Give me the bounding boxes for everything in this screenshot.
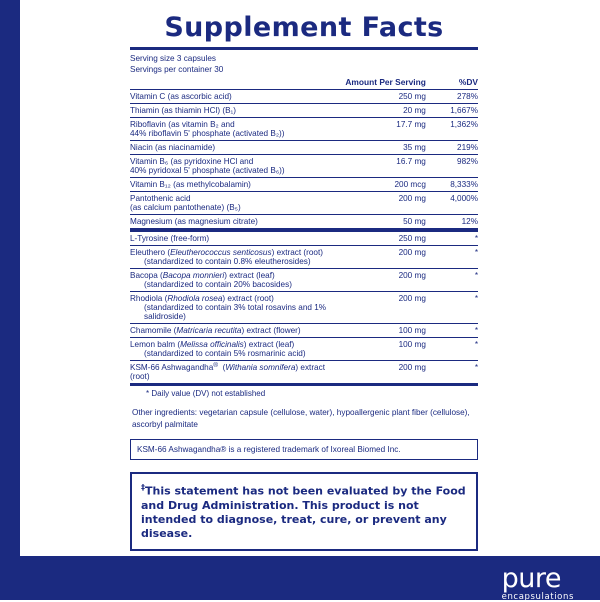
daily-value-note: * Daily value (DV) not established — [146, 389, 266, 398]
table-row — [130, 178, 478, 192]
table-row — [130, 361, 478, 384]
ingredient-dv: * — [426, 338, 478, 361]
ingredient-name-main: Rhodiola (Rhodiola rosea) extract (root) — [130, 294, 274, 303]
ingredient-amount: 250 mg — [345, 231, 426, 246]
table-row — [130, 104, 478, 118]
left-accent-bar — [0, 0, 20, 556]
brand-tagline: encapsulations — [501, 592, 574, 602]
botanical-name: Rhodiola rosea — [167, 294, 223, 303]
nutrient-name-main: Thiamin (as thiamin HCl) (B₁) — [130, 106, 237, 115]
ingredient-dv: * — [426, 246, 478, 269]
ingredient-amount: 100 mg — [345, 338, 426, 361]
nutrient-dv: 8,333% — [426, 178, 478, 192]
nutrient-name — [130, 155, 345, 178]
ingredient-name-main: Eleuthero (Eleutherococcus senticosus) extract (root) — [130, 248, 323, 257]
other-ingredients: Other ingredients: vegetarian capsule (cellulose, water), hypoallergenic plant fiber (cellulose), ascorbyl palmitate — [132, 408, 470, 429]
ingredient-name — [130, 231, 345, 246]
nutrient-dv: 12% — [426, 215, 478, 229]
nutrient-name — [130, 178, 345, 192]
nutrient-name — [130, 141, 345, 155]
servings-per-container: Servings per container 30 — [130, 65, 224, 74]
nutrient-name-main: Pantothenic acid — [130, 194, 191, 203]
page-title: Supplement Facts — [164, 12, 444, 43]
nutrient-name-sub: 40% pyridoxal 5' phosphate (activated B₆)) — [130, 166, 285, 175]
ingredient-name-main: Lemon balm (Melissa officinalis) extract (leaf) — [130, 340, 295, 349]
table-row — [130, 324, 478, 338]
ingredient-name — [130, 338, 345, 361]
ingredient-name — [130, 324, 345, 338]
header-amount: Amount Per Serving — [345, 75, 426, 90]
nutrient-name-main: Magnesium (as magnesium citrate) — [130, 217, 258, 226]
nutrient-name — [130, 104, 345, 118]
title-rule — [130, 47, 478, 50]
ingredient-dv: * — [426, 231, 478, 246]
fda-statement-text: This statement has not been evaluated by the Food and Drug Administration. This product is not intended to diagnose, treat, cure, or prevent any disease. — [141, 484, 466, 540]
ingredient-name — [130, 246, 345, 269]
ingredient-name-main: L-Tyrosine (free-form) — [130, 234, 210, 243]
nutrient-dv: 1,667% — [426, 104, 478, 118]
table-header-row — [130, 75, 478, 90]
table-row — [130, 90, 478, 104]
nutrient-dv: 278% — [426, 90, 478, 104]
ingredient-name — [130, 292, 345, 324]
nutrient-name-main: Riboflavin (as vitamin B₂ and — [130, 120, 235, 129]
trademark-note: KSM-66 Ashwagandha® is a registered trademark of Ixoreal Biomed Inc. — [130, 439, 478, 460]
table-row — [130, 155, 478, 178]
nutrient-name-main: Niacin (as niacinamide) — [130, 143, 216, 152]
ingredient-name-sub: (standardized to contain 3% total rosavins and 1% salidroside) — [144, 303, 327, 321]
header-blank — [130, 75, 345, 90]
ingredient-name-main: Bacopa (Bacopa monnieri) extract (leaf) — [130, 271, 275, 280]
table-row — [130, 338, 478, 361]
facts-panel — [130, 8, 478, 551]
nutrient-name — [130, 215, 345, 229]
ingredient-dv: * — [426, 324, 478, 338]
ingredient-amount: 200 mg — [398, 363, 426, 372]
table-row — [130, 246, 478, 269]
ingredient-name-main: KSM-66 Ashwagandha® (Withania somnifera) extract (root) — [130, 362, 325, 381]
table-row — [130, 192, 478, 215]
fda-statement-dagger: ‡ — [141, 483, 145, 492]
nutrient-name — [130, 90, 345, 104]
ingredient-name-sub: (standardized to contain 5% rosmarinic acid) — [144, 349, 306, 358]
ingredient-name — [130, 269, 345, 292]
nutrient-amount: 50 mg — [345, 215, 426, 229]
nutrient-amount: 200 mg — [345, 192, 426, 215]
ingredient-dv: * — [426, 292, 478, 324]
facts-table — [130, 75, 478, 386]
nutrient-dv: 1,362% — [426, 118, 478, 141]
ingredient-amount: 200 mg — [345, 269, 426, 292]
header-dv: %DV — [426, 75, 478, 90]
ingredient-dv: * — [426, 269, 478, 292]
nutrient-dv: 219% — [426, 141, 478, 155]
nutrient-name-main: Vitamin B₁₂ (as methylcobalamin) — [130, 180, 251, 189]
nutrient-dv: 982% — [426, 155, 478, 178]
nutrient-name — [130, 192, 345, 215]
botanical-name: Matricaria recutita — [176, 326, 242, 335]
ingredient-name-sub: (standardized to contain 20% bacosides) — [144, 280, 292, 289]
facts-table-body — [130, 75, 478, 385]
fda-statement — [130, 472, 478, 551]
nutrient-name-sub: 44% riboflavin 5' phosphate (activated B₂)) — [130, 129, 285, 138]
ingredient-amount: 200 mg — [345, 246, 426, 269]
ingredient-name-sub: (standardized to contain 0.8% eleutherosides) — [144, 257, 311, 266]
nutrient-dv: 4,000% — [426, 192, 478, 215]
botanical-name: Withania somnifera — [225, 363, 296, 372]
ingredient-amount: 200 mg — [345, 292, 426, 324]
ingredient-name-main: Chamomile (Matricaria recutita) extract (flower) — [130, 326, 301, 335]
nutrient-amount: 250 mg — [345, 90, 426, 104]
ingredient-name — [130, 361, 345, 384]
nutrient-amount: 200 mcg — [345, 178, 426, 192]
table-row — [130, 215, 478, 229]
table-row — [130, 231, 478, 246]
serving-size: Serving size 3 capsules — [130, 54, 217, 63]
ingredient-dv: * — [474, 363, 478, 372]
nutrient-name-main: Vitamin B₆ (as pyridoxine HCl and — [130, 157, 254, 166]
table-row — [130, 292, 478, 324]
botanical-name: Eleutherococcus senticosus — [170, 248, 272, 257]
table-bottom-divider — [130, 383, 478, 385]
table-row — [130, 118, 478, 141]
nutrient-amount: 17.7 mg — [345, 118, 426, 141]
nutrient-name-main: Vitamin C (as ascorbic acid) — [130, 92, 232, 101]
table-row — [130, 269, 478, 292]
nutrient-name-sub: (as calcium pantothenate) (B₅) — [130, 203, 241, 212]
botanical-name: Bacopa monnieri — [162, 271, 225, 280]
ingredient-amount: 100 mg — [345, 324, 426, 338]
nutrient-amount: 35 mg — [345, 141, 426, 155]
brand-logo — [501, 563, 574, 602]
nutrient-amount: 16.7 mg — [345, 155, 426, 178]
brand-name: pure — [501, 563, 561, 594]
nutrient-name — [130, 118, 345, 141]
table-row — [130, 141, 478, 155]
nutrient-amount: 20 mg — [345, 104, 426, 118]
botanical-name: Melissa officinalis — [180, 340, 244, 349]
